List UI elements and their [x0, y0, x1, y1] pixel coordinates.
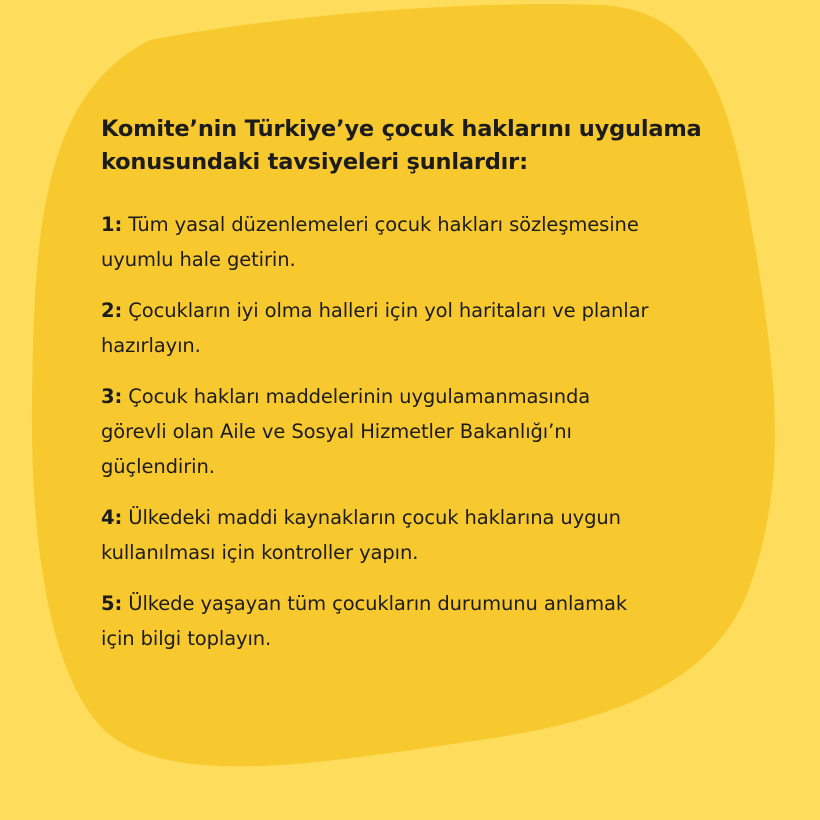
item-text: Çocukların iyi olma halleri için yol haritaları ve planlar hazırlayın. [101, 299, 649, 357]
recommendation-list [101, 207, 741, 656]
recommendation-item-4 [101, 500, 661, 570]
item-number: 3: [101, 385, 123, 408]
item-number: 4: [101, 506, 123, 529]
recommendations-panel [101, 113, 741, 672]
recommendation-item-2 [101, 293, 661, 363]
item-text: Çocuk hakları maddelerinin uygulamanmasında görevli olan Aile ve Sosyal Hizmetler Bakanlığı’nı güçlendirin. [101, 385, 591, 478]
item-number: 1: [101, 213, 123, 236]
item-number: 5: [101, 592, 123, 615]
recommendation-item-5 [101, 586, 661, 656]
item-number: 2: [101, 299, 123, 322]
recommendation-item-3 [101, 379, 646, 484]
item-text: Ülkedeki maddi kaynakların çocuk haklarına uygun kullanılması için kontroller yapın. [101, 506, 621, 564]
recommendation-item-1 [101, 207, 661, 277]
page-title: Komite’nin Türkiye’ye çocuk haklarını uygulama konusundaki tavsiyeleri şunlardır: [101, 116, 702, 175]
item-text: Tüm yasal düzenlemeleri çocuk hakları sözleşmesine uyumlu hale getirin. [101, 213, 639, 271]
item-text: Ülkede yaşayan tüm çocukların durumunu anlamak için bilgi toplayın. [101, 592, 628, 650]
